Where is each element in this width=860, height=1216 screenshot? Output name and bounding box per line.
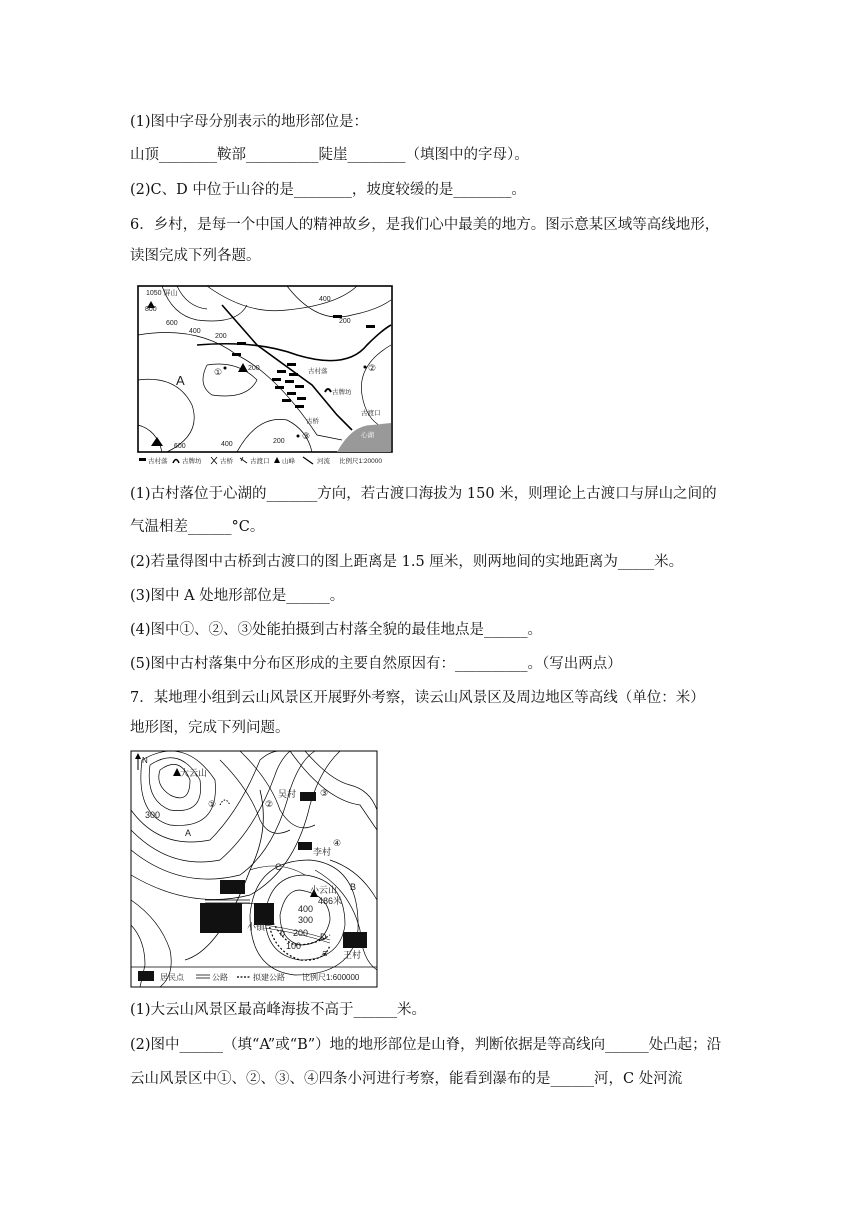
map1-label-archway: 古牌坊: [332, 389, 352, 396]
map2-peak-dayun: 大云山: [180, 768, 208, 778]
map2-point-c: C: [275, 862, 282, 872]
q6-sub5: (5)图中古村落集中分布区形成的主要自然原因有：__________。（写出两点）: [130, 656, 622, 672]
map1-contour-label: 600: [174, 443, 186, 450]
map2-river-2: ②: [265, 799, 274, 809]
map1-legend-river: 河流: [317, 458, 330, 465]
map2-contour-label: 200: [293, 928, 309, 938]
q6-sub3: (3)图中 A 处地形部位是______。: [130, 588, 345, 604]
q5-sub1-line2: 山顶________鞍部__________陡崖________（填图中的字母）。: [130, 147, 529, 163]
map1-contour-label: 600: [166, 320, 178, 327]
map1-label-village: 古村落: [308, 368, 328, 375]
map1-point-2: ②: [368, 363, 377, 373]
q5-sub1-line1: (1)图中字母分别表示的地形部位是：: [130, 114, 369, 130]
map1-contour-label: 200: [339, 318, 351, 325]
map2-point-road-a: a: [322, 948, 328, 958]
q6-sub1-line2: 气温相差______°C。: [130, 519, 265, 535]
q6-sub4: (4)图中①、②、③处能拍摄到古村落全貌的最佳地点是______。: [130, 622, 543, 638]
map2-town: 小镇: [247, 922, 266, 932]
map2-peak-xiaoyun: 小云山: [310, 885, 338, 895]
map2-river-3: ③: [320, 788, 329, 798]
village-contour-map: [137, 285, 395, 470]
map2-point-b: B: [350, 882, 357, 892]
map1-label-lake: 心湖: [361, 432, 374, 439]
map2-contour-label: 100: [286, 941, 302, 951]
map1-contour-label: 200: [248, 365, 260, 372]
q6-sub1-line1: (1)古村落位于心湖的_______方向，若古渡口海拔为 150 米，则理论上古渡口与屏山之间的: [130, 486, 717, 502]
map2-point-a: A: [185, 828, 192, 838]
map2-legend-road: 公路: [212, 973, 228, 982]
map1-contour-label: 200: [273, 438, 285, 445]
map2-legend-residential: 居民点: [160, 973, 184, 982]
map1-contour-label: 800: [145, 306, 157, 313]
map1-scale: 比例尺1:20000: [339, 458, 382, 465]
map1-contour-label: 200: [215, 333, 227, 340]
map1-label-ferry: 古渡口: [361, 410, 381, 417]
map1-contour-label: 400: [221, 441, 233, 448]
q6-intro-line2: 读图完成下列各题。: [130, 248, 261, 264]
q6-intro-line1: 6．乡村，是每一个中国人的精神故乡，是我们心中最美的地方。图示意某区域等高线地形，: [130, 217, 720, 233]
q7-intro-line2: 地形图，完成下列问题。: [130, 720, 290, 736]
map2-peak-height: 486米: [318, 896, 343, 906]
map2-village-wang: 王村: [343, 950, 362, 960]
map1-legend-archway: 古牌坊: [182, 458, 202, 465]
map1-contour-label: 400: [319, 296, 331, 303]
map1-point-1: ①: [214, 367, 223, 377]
map2-legend-planned-road: 拟建公路: [253, 973, 285, 982]
map2-village-wu: 吴村: [278, 789, 297, 799]
map2-point-road-b: b: [280, 928, 286, 938]
map2-contour-label: 400: [298, 904, 314, 914]
map2-river-4: ④: [333, 838, 342, 848]
map1-legend-village: 古村落: [148, 458, 168, 465]
map2-river-1: ①: [208, 799, 217, 809]
q7-intro-line1: 7．某地理小组到云山风景区开展野外考察，读云山风景区及周边地区等高线（单位：米）: [130, 690, 705, 706]
map2-contour-label: 300: [298, 915, 314, 925]
map2-village-li: 李村: [313, 847, 332, 857]
map2-scale: 比例尺1:600000: [302, 973, 360, 982]
q7-sub2-line1: (2)图中______（填“A”或“B”）地的地形部位是山脊，判断依据是等高线向______处凸起；沿: [130, 1037, 722, 1053]
map1-point-3: ③: [302, 431, 311, 441]
map1-legend-ferry: 古渡口: [250, 458, 270, 465]
map1-contour-label: 400: [189, 328, 201, 335]
q7-sub1: (1)大云山风景区最高峰海拔不高于______米。: [130, 1002, 427, 1018]
map1-legend-peak: 山峰: [282, 458, 295, 465]
map1-contour-label: 1050 屏山: [146, 290, 178, 297]
map2-contour-label: 300: [145, 810, 161, 820]
map1-point-a: A: [176, 373, 185, 388]
map2-north-label: N: [142, 756, 148, 765]
map2-point-d: D: [320, 932, 327, 942]
map1-legend-bridge: 古桥: [220, 458, 233, 465]
q7-sub2-line2: 云山风景区中①、②、③、④四条小河进行考察，能看到瀑布的是______河，C 处河流: [130, 1071, 683, 1087]
q5-sub2: (2)C、D 中位于山谷的是________，坡度较缓的是________。: [130, 182, 526, 198]
q6-sub2: (2)若量得图中古桥到古渡口的图上距离是 1.5 厘米，则两地间的实地距离为_____米。: [130, 554, 684, 570]
map1-label-bridge: 古桥: [306, 418, 319, 425]
yunshan-contour-map: [130, 750, 380, 990]
